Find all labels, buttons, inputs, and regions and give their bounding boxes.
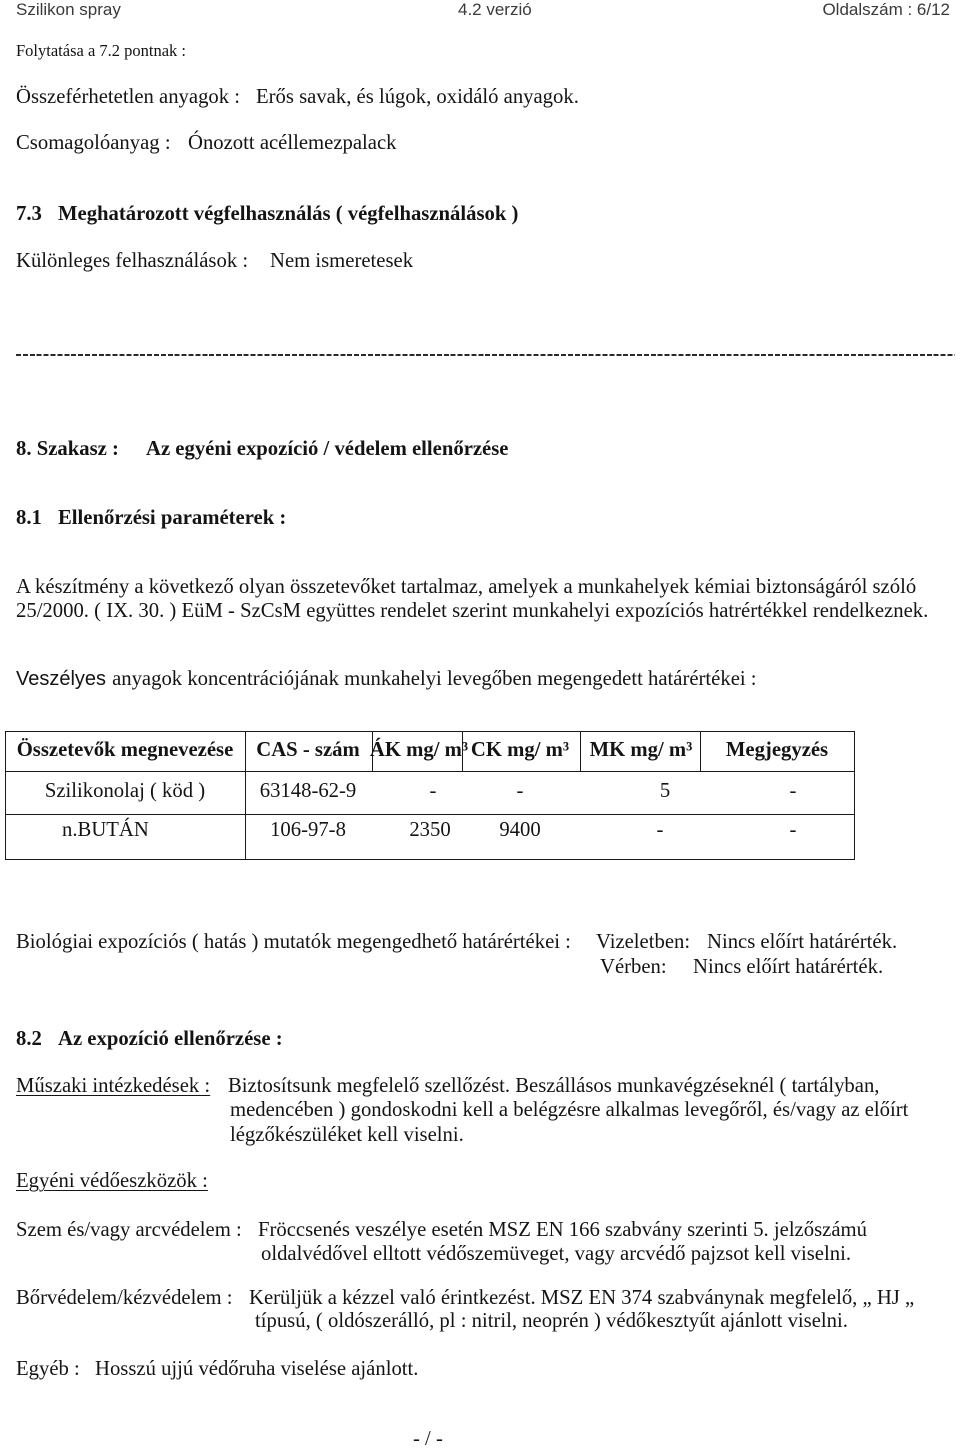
section-8-1-number: 8.1 (16, 507, 42, 529)
engineering-controls-label: Műszaki intézkedések : (16, 1075, 211, 1097)
intro-paragraph-line: A készítmény a következő olyan összetevőket tartalmaz, amelyek a munkahelyek kémiai biztonságáról szóló (16, 576, 917, 598)
table-column-rule (700, 732, 701, 771)
special-uses-value: Nem ismeretesek (270, 250, 414, 272)
cell-remark: - (789, 780, 797, 802)
section-8-2-title: Az expozíció ellenőrzése : (58, 1028, 283, 1050)
other-protection-value: Hosszú ujjú védőruha viselése ajánlott. (95, 1358, 419, 1380)
section-8-2-number: 8.2 (16, 1028, 42, 1050)
urine-value: Nincs előírt határérték. (707, 931, 898, 953)
page-footer-marker: - / - (413, 1428, 443, 1450)
intro-paragraph-line: 25/2000. ( IX. 30. ) EüM - SzCsM együttes rendelet szerint munkahelyi expozíciós hatrértékkel rendelkeznek. (16, 600, 929, 622)
column-header-ck: CK mg/ m³ (470, 739, 570, 761)
eye-protection-label: Szem és/vagy arcvédelem : (16, 1219, 242, 1241)
table-column-rule (245, 732, 246, 859)
skin-protection-line: Kerüljük a kézzel való érintkezést. MSZ EN 374 szabványnak megfelelő, „ HJ „ (249, 1287, 915, 1309)
cell-cas: 63148-62-9 (259, 780, 357, 802)
engineering-controls-line: Biztosítsunk megfelelő szellőzést. Beszállásos munkavégzéseknél ( tartályban, (228, 1075, 880, 1097)
table-header-rule (6, 771, 854, 772)
column-header-cas: CAS - szám (256, 739, 360, 761)
eye-protection-line: Fröccsenés veszélye esetén MSZ EN 166 szabvány szerinti 5. jelzőszámú (258, 1219, 867, 1241)
cell-mk: 5 (659, 780, 671, 802)
cell-ak: 2350 (409, 819, 451, 841)
header-page-number: Oldalszám : 6/12 (822, 0, 950, 19)
packaging-value: Ónozott acéllemezpalack (188, 132, 397, 154)
blood-label: Vérben: (600, 956, 667, 978)
skin-protection-label: Bőrvédelem/kézvédelem : (16, 1287, 233, 1309)
cell-mk: - (656, 819, 664, 841)
special-uses-label: Különleges felhasználások : (16, 250, 249, 272)
table-row-rule (6, 814, 854, 815)
header-product-name: Szilikon spray (16, 0, 121, 19)
section-7-3-title: Meghatározott végfelhasználás ( végfelhasználások ) (58, 203, 519, 225)
other-protection-label: Egyéb : (16, 1358, 80, 1380)
skin-protection-line: típusú, ( oldószerálló, pl : nitril, neoprén ) védőkesztyűt ajánlott viselni. (255, 1310, 848, 1332)
continuation-note: Folytatása a 7.2 pontnak : (16, 41, 187, 60)
packaging-label: Csomagolóanyag : (16, 132, 171, 154)
column-header-ak: ÁK mg/ m³ (369, 739, 469, 761)
table-column-rule (580, 732, 581, 771)
section-7-3-number: 7.3 (16, 203, 42, 225)
section-8-title: Az egyéni expozíció / védelem ellenőrzése (146, 438, 509, 460)
urine-label: Vizeletben: (596, 931, 691, 953)
limits-heading (16, 667, 757, 691)
eye-protection-line: oldalvédővel elltott védőszemüveget, vagy arcvédő pajzsot kell viselni. (261, 1243, 851, 1265)
exposure-limits-table (5, 731, 855, 860)
column-header-remark: Megjegyzés (725, 739, 829, 761)
cell-component: Szilikonolaj ( köd ) (44, 780, 206, 802)
section-divider (16, 354, 955, 356)
cell-remark: - (789, 819, 797, 841)
column-header-component: Összetevők megnevezése (16, 739, 234, 761)
biological-limits-label: Biológiai expozíciós ( hatás ) mutatók megengedhető határértékei : (16, 931, 571, 953)
cell-component: n.BUTÁN (62, 819, 149, 841)
incompatible-materials-value: Erős savak, és lúgok, oxidáló anyagok. (256, 86, 579, 108)
column-header-mk: MK mg/ m³ (589, 739, 693, 761)
cell-ck: - (516, 780, 524, 802)
engineering-controls-line: légzőkészüléket kell viselni. (230, 1124, 464, 1146)
section-8-label: 8. Szakasz : (16, 438, 119, 460)
limits-heading-lead: Veszélyes (16, 668, 107, 690)
ppe-heading: Egyéni védőeszközök : (16, 1170, 208, 1192)
blood-value: Nincs előírt határérték. (693, 956, 884, 978)
cell-cas: 106-97-8 (270, 819, 346, 841)
engineering-controls-line: medencében ) gondoskodni kell a belégzésre alkalmas levegőről, és/vagy az előírt (230, 1099, 909, 1121)
incompatible-materials-label: Összeférhetetlen anyagok : (16, 86, 241, 108)
section-8-1-title: Ellenőrzési paraméterek : (58, 507, 287, 529)
cell-ck: 9400 (499, 819, 541, 841)
header-version: 4.2 verzió (458, 0, 532, 19)
limits-heading-rest: anyagok koncentrációjának munkahelyi levegőben megengedett határértékei : (112, 668, 757, 690)
cell-ak: - (429, 780, 437, 802)
